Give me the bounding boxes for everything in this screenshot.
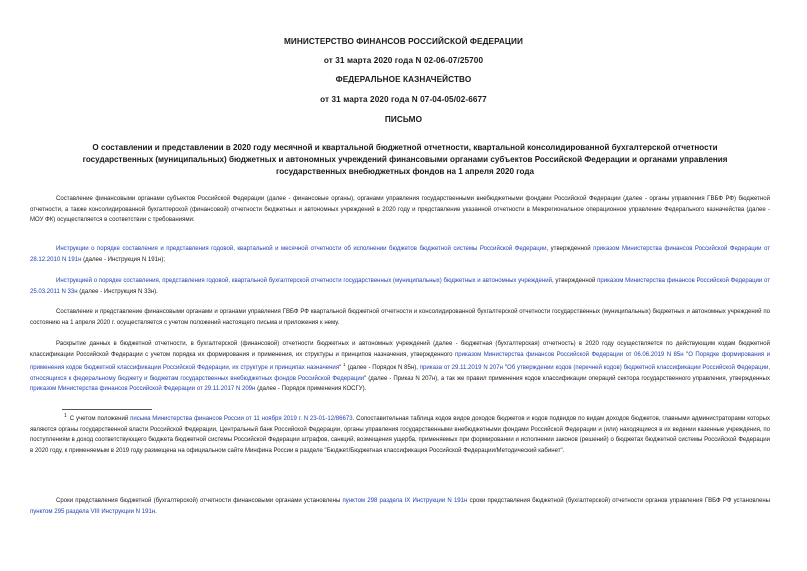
p5-text-5: ": [502, 365, 507, 372]
paragraph-instruction-33n: [30, 276, 770, 297]
footnote-reference[interactable]: 1: [343, 362, 346, 368]
clause-298-link[interactable]: пунктом 298 раздела IX Инструкции N 191н: [342, 498, 468, 504]
paragraph-intro: Составление финансовыми органами субъектов Российской Федерации (далее - финансовые органы), органами управления государственными внебюджетными фондами Российской Федерации (далее - органы управления ГВБФ РФ) бюджетной отчетности, а также консолидированной бухгалтерской (финансовой) отчетности бюджетных и автономных учреждений в 2020 году и представление указанной отчетности в Межрегиональное операционное управление Федерального казначейства (далее - МОУ ФК) осуществляется в соответствии с требованиями:: [30, 196, 770, 224]
order-85n-link[interactable]: приказом Министерства финансов Российской Федерации от 06.06.2019 N 85н: [455, 351, 684, 358]
order-207n-link[interactable]: приказа от 29.11.2019 N 207н: [419, 365, 503, 372]
footnote-text-2: . Сопоставительная таблица кодов видов доходов бюджетов и кодов подвидов по видам доходов бюджетов, главными администраторами которых являются органы государственной власти Российской Федерации, Центральный банк Российской Федерации, органы управления государственными внебюджетными фондами Российской Федерации и (или) находящиеся в их ведении казенные учреждения, по поступлениям в доход соответствующего бюджета бюджетной системы Российской Федерации штрафов, санкций, возмещения ущерба, применяемых при формировании и исполнении законов (решений) о бюджетах бюджетной системы Российской Федерации в 2020 году, к применяемым в 2019 году размещена на официальном сайте Минфина России в разделе "Бюджет/Бюджетная классификация Российской Федерации/Методический кабинет".: [30, 416, 771, 454]
p5-text-1: Раскрытие данных в бюджетной отчетности, в бухгалтерской (финансовой) отчетности бюджетных и автономных учреждений (далее - бюджетная (бухгалтерская) отчетность) в 2020 году осуществляется по действующим кодам бюджетной классификации Российской Федерации с учетом порядка их формирования и применения, их структуры и принципов назначения, утвержденного: [30, 341, 770, 358]
footnote: [30, 411, 770, 456]
p5-text-7: (далее - Порядок применения КОСГУ).: [255, 386, 367, 393]
p5-text-2: ": [683, 351, 689, 358]
instruction-191n-link[interactable]: Инструкции о порядке составления и представления годовой, квартальной и месячной отчетности об исполнении бюджетов бюджетной системы Российской Федерации: [56, 246, 547, 252]
document-type: ПИСЬМО: [384, 115, 423, 124]
order-191n-link[interactable]: приказом Министерства финансов Российской Федерации от 28.12.2010 N 191н: [30, 246, 771, 263]
ministry-heading: МИНИСТЕРСТВО ФИНАНСОВ РОССИЙСКОЙ ФЕДЕРАЦИИ: [284, 37, 523, 46]
p2-mid: , утвержденной: [546, 246, 594, 252]
treasury-date: от 31 марта 2020 года N 07-04-05/02-6677: [320, 95, 487, 104]
p6-text-3: .: [155, 508, 157, 515]
order-85n-title-link[interactable]: О Порядке формирования и применения кодов бюджетной классификации Российской Федерации, их структуре и принципах назначения: [30, 351, 771, 372]
order-209n-link[interactable]: приказом Министерства финансов Российской Федерации от 29.11.2017 N 209н: [30, 386, 256, 393]
letter-title: О составлении и представлении в 2020 году месячной и квартальной бюджетной отчетности, квартальной консолидированной бухгалтерской отчетности государственных (муниципальных) бюджетных и автономных учреждений финансовыми органами субъектов Российской Федерации и органами управления государственных внебюджетных фондов на 1 апреля 2020 года: [82, 143, 728, 176]
p5-text-6: " (далее - Приказ N 207н), а так же правил применения кодов классификации операций сектора государственного управления, утвержденных: [364, 375, 770, 382]
paragraph-instruction-191n: [30, 244, 770, 265]
ministry-date: от 31 марта 2020 года N 02-06-07/25700: [323, 56, 484, 65]
minfin-letter-link[interactable]: письма Министерства финансов России от 11 ноября 2019 г. N 23-01-12/86673: [130, 416, 353, 423]
p6-text-2: сроки представления бюджетной (бухгалтерской) отчетности органов управления ГВБФ РФ установлены: [467, 498, 770, 504]
footnote-mark: 1: [64, 413, 67, 419]
p2-tail: (далее - Инструкция N 191н);: [81, 256, 166, 263]
order-207n-title-link[interactable]: Об утверждении кодов (перечней кодов) бюджетной классификации Российской Федерации, относящихся к федеральному бюджету и бюджетам государственных внебюджетных фондов Российской Федерации: [30, 365, 771, 382]
treasury-heading: ФЕДЕРАЛЬНОЕ КАЗНАЧЕЙСТВО: [335, 75, 472, 84]
paragraph-classification: [30, 339, 770, 395]
p6-text-1: Сроки представления бюджетной (бухгалтерской) отчетности финансовыми органами установлены: [56, 498, 343, 504]
order-33n-link[interactable]: приказом Министерства финансов Российской Федерации от 25.03.2011 N 33н: [30, 278, 771, 295]
instruction-33n-link[interactable]: Инструкцией о порядке составления, представления годовой, квартальной бухгалтерской отчетности государственных (муниципальных) бюджетных и автономных учреждений: [56, 278, 553, 284]
p3-mid: , утвержденной: [552, 278, 598, 284]
footnote-divider: [62, 409, 152, 410]
p3-tail: (далее - Инструкция N 33н).: [77, 288, 158, 295]
p5-text-4: (далее - Порядок N 85н),: [345, 365, 420, 372]
clause-295-link[interactable]: пунктом 295 раздела VIII Инструкции N 191н: [30, 508, 156, 515]
p5-text-3: ": [339, 365, 344, 372]
paragraph-deadlines: [30, 496, 770, 517]
footnote-text-1: С учетом положений: [69, 416, 131, 423]
paragraph-reporting: Составление и представление финансовыми органами и органами управления ГВБФ РФ квартальной бюджетной отчетности и консолидированной бухгалтерской отчетности государственных (муниципальных) бюджетных и автономных учреждений по состоянию на 1 апреля 2020 г. осуществляется с учетом положений настоящего письма и приложения к нему.: [30, 309, 770, 326]
